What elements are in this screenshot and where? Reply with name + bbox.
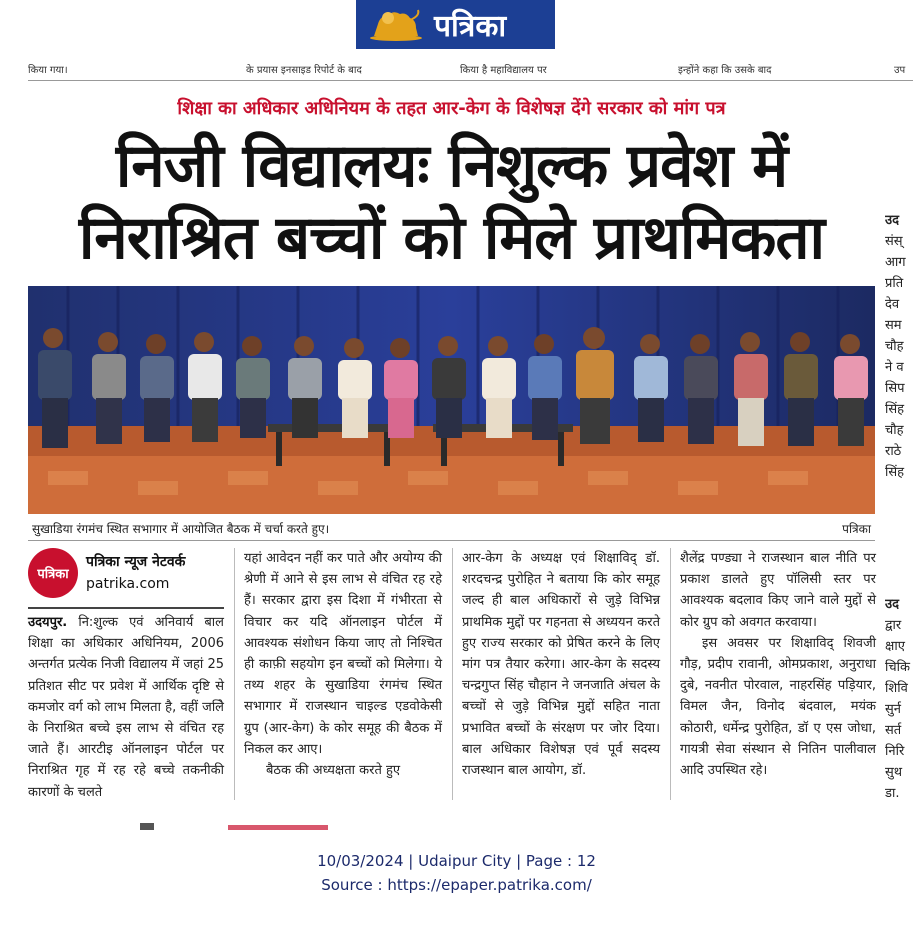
byline	[28, 548, 238, 604]
footer-source: Source : https://epaper.patrika.com/	[321, 876, 592, 894]
column-divider	[670, 548, 671, 800]
footer-meta: 10/03/2024 | Udaipur City | Page : 12	[317, 852, 596, 870]
fragment-line: सम	[885, 318, 902, 333]
fragment-line: प्रति	[885, 276, 904, 291]
fragment-line: क्षाए	[885, 639, 905, 654]
photo-credit: पत्रिका	[842, 522, 871, 536]
article-column-4	[680, 548, 876, 781]
article-column-1	[28, 612, 224, 803]
divider	[28, 80, 913, 81]
fragment-line: सिंह	[885, 402, 905, 417]
network-url: patrika.com	[86, 576, 170, 592]
photo-caption-bar	[28, 518, 875, 538]
article-column-2	[244, 548, 442, 781]
lion-emblem-icon	[366, 6, 424, 42]
fragment-line: चौह	[885, 423, 904, 438]
fragment-line: ने व	[885, 360, 904, 375]
fragment-line: सिप	[885, 381, 905, 396]
column-divider	[234, 548, 235, 800]
cut-off-content	[28, 816, 328, 830]
strip-text: उप	[894, 65, 906, 76]
divider	[28, 607, 224, 609]
fragment-line: उद	[885, 213, 900, 228]
fragment-line: शिवि	[885, 681, 908, 696]
brand-name: पत्रिका	[434, 9, 507, 44]
meeting-photo	[28, 286, 875, 514]
headline-line-1: निजी विद्यालयः निशुल्क प्रवेश में	[115, 131, 788, 201]
headline-line-2: निराश्रित बच्चों को मिले प्राथमिकता	[78, 203, 825, 273]
article-text: शैलेंद्र पण्ड्या ने राजस्थान बाल नीति पर प्रकाश डालते हुए पॉलिसी स्तर पर आवश्यक बदलाव किए जाने वाले मुद्दों से कोर ग्रुप को अवगत करवाया।	[680, 551, 876, 630]
article-text: यहां आवेदन नहीं कर पाते और अयोग्य की श्रेणी में आने से इस लाभ से वंचित रह रहे हैं। सरकार द्वारा इस दिशा में गंभीरता से विचार कर यदि ऑनलाइन पोर्टल में आवश्यक संशोधन किया जाए तो निश्चित ही काफ़ी सहयोग इन बच्चों को मिलेगा। ये तथ्य शहर के सुखाडिया रंगमंच स्थित सभागार में राजस्थान चाइल्ड एडवोकेसी ग्रुप (आर-केग) के कोर समूह की बैठक में निकल कर आए।	[244, 551, 442, 757]
dateline: उदयपुर.	[28, 615, 68, 630]
fragment-line: देव	[885, 297, 900, 312]
meeting-photo-illustration	[28, 286, 875, 514]
fragment-line: उद	[885, 597, 900, 612]
fragment-line: सुथ	[885, 765, 903, 780]
fragment-line: सुर्न	[885, 702, 902, 717]
photo-caption: सुखाडिया रंगमंच स्थित सभागार में आयोजित बैठक में चर्चा करते हुए।	[32, 522, 330, 536]
article-text: बैठक की अध्यक्षता करते हुए	[266, 763, 401, 779]
divider	[28, 540, 875, 541]
adjacent-article-top	[885, 210, 913, 488]
previous-section-strip	[28, 62, 913, 76]
fragment-line: चिकि	[885, 660, 910, 675]
strip-text: इन्होंने कहा कि उसके बाद	[678, 65, 772, 76]
article-text: इस अवसर पर शिक्षाविद् शिवजी गौड़, प्रदीप रावानी, ओमप्रकाश, अनुराधा दुबे, नवनीत पोरवाल, नाहरसिंह पड़ियार, विमल जैन, विनोद बंदवाल, मयंक कोठारी, धर्मेन्द्र पुरोहित, डॉ ए एस जोधा, गायत्री सेवा संस्थान से नितिन पालीवाल आदि उपस्थित रहे।	[680, 635, 876, 779]
fragment-line: सिंह	[885, 465, 905, 480]
cut-off-glyphs	[28, 817, 328, 830]
article-column-3	[462, 548, 660, 781]
article-text: नि:शुल्क एवं अनिवार्य बाल शिक्षा का अधिकार अधिनियम, 2006 अन्तर्गत प्रत्येक निजी विद्यालय में जहां 25 प्रतिशत सीट पर प्रवेश में आर्थिक दृष्टि से कमजोर वर्ग को लाभ मिलता है, वहीं जलिे के निराश्रित बच्चे इस लाभ से वंचित रह जाते हैं। आरटीइ ऑनलाइन पोर्टल पर निराश्रित गृह में रह रहे बच्चे तकनीकी कारणों के चलते	[28, 615, 224, 800]
masthead	[356, 0, 555, 49]
fragment-line: आग	[885, 255, 906, 270]
fragment-line: निरि	[885, 744, 905, 759]
network-name: पत्रिका न्यूज नेटवर्क	[86, 554, 186, 570]
fragment-line: चौह	[885, 339, 904, 354]
fragment-line: सर्त	[885, 723, 902, 738]
column-divider	[452, 548, 453, 800]
strip-text: किया गया।	[28, 65, 68, 76]
fragment-line: राठे	[885, 444, 902, 459]
article-text: आर-केग के अध्यक्ष एवं शिक्षाविद् डॉ. शरदचन्द्र पुरोहित ने बताया कि कोर समूह जल्द ही बाल अधिकारों से जुड़े विभिन्न प्राथमिक मुद्दों पर गहनता से अध्ययन करते हुए राज्य सरकार को प्रेषित करने के लिए मांग पत्र तैयार करेगा। आर-केग के सदस्य चन्द्रगुप्त सिंह चौहान ने जनजाति अंचल के बच्चों से जुड़े विभिन्न मुद्दों सहित नाता प्रभावित बच्चों के संरक्षण पर जोर दिया। बाल अधिकार विशेषज्ञ एवं पूर्व सदस्य राजस्थान बाल आयोग, डॉ.	[462, 551, 660, 779]
kicker-headline: शिक्षा का अधिकार अधिनियम के तहत आर-केग के विशेषज्ञ देंगे सरकार को मांग पत्र	[177, 98, 726, 119]
patrika-logo: पत्रिका	[28, 548, 78, 598]
strip-text: किया है महाविद्यालय पर	[460, 65, 547, 76]
adjacent-article-bottom	[885, 594, 913, 814]
fragment-line: डा.	[885, 786, 900, 801]
fragment-line: संस्	[885, 234, 903, 249]
fragment-line: द्वार	[885, 618, 902, 633]
strip-text: के प्रयास इनसाइड रिपोर्ट के बाद	[246, 65, 362, 76]
